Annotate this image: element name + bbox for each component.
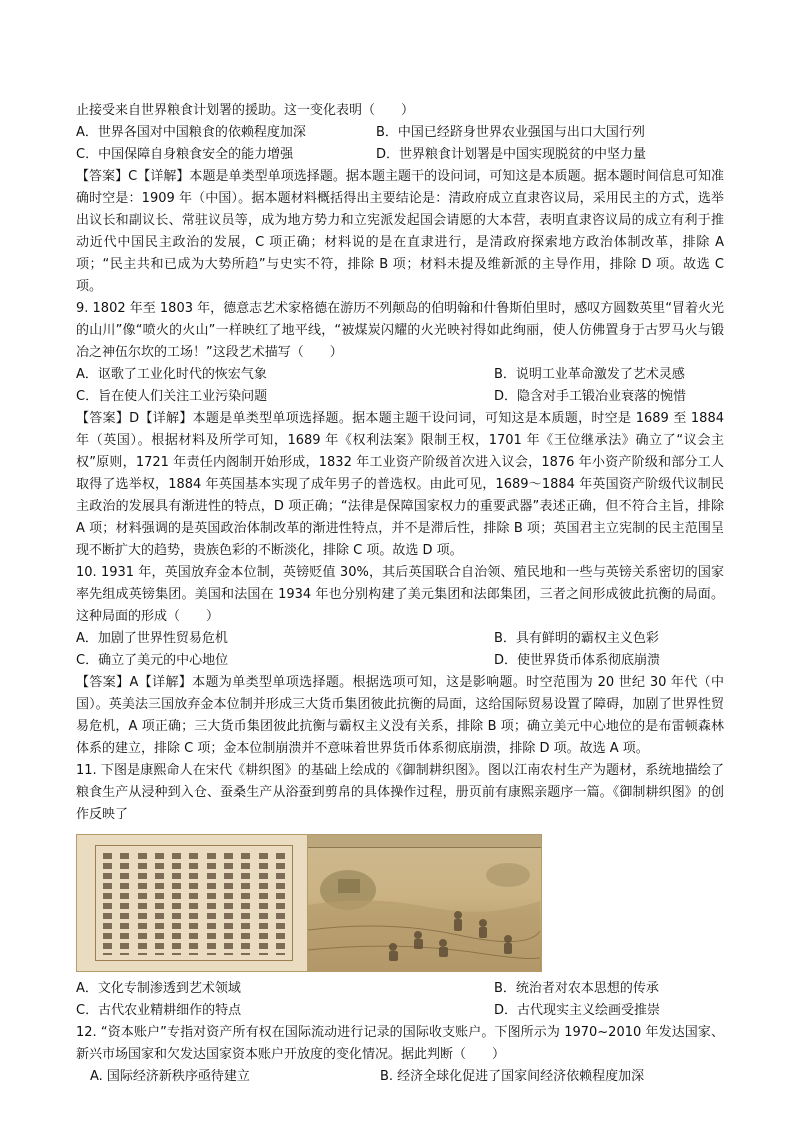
q10-option-b: B．具有鲜明的霸权主义色彩 — [494, 631, 659, 646]
q8-option-d: D．世界粮食计划署是中国实现脱贫的中坚力量 — [376, 147, 647, 162]
question-8-answer: 【答案】C【详解】本题是单类型单项选择题。据本题主题干的设问词，可知这是本质题。据本题时间信息可知准确时空是：1909 年（中国）。据本题材料概括得出主要结论是：清政府成立直隶咨议局，采用民主的方式，选举出议长和副议长、常驻议员等，成为地方势力和立宪派发起国会请愿的大本营，表明直隶咨议局的成立有利于推动近代中国民主政治的发展，C 项正确；材料说的是在直隶进行，是清政府探索地方政治体制改革，排除 A 项；“民主共和已成为大势所趋”与史实不符，排除 B 项；材料未提及维新派的主导作用，排除 D 项。故选 C 项。 — [76, 169, 724, 294]
q9-option-d: D．隐含对手工锻冶业衰落的惋惜 — [494, 389, 687, 404]
question-9-options-row2 — [76, 386, 724, 408]
question-11-stem: 11. 下图是康熙命人在宋代《耕织图》的基础上绘成的《御制耕织图》。图以江南农村生产为题材，系统地描绘了粮食生产从浸种到入仓、蚕桑生产从浴蚕到剪帛的具体操作过程，册页前有康熙亲题序一篇。《御制耕织图》的创作反映了 — [76, 763, 724, 822]
q11-option-c: C．古代农业精耕细作的特点 — [76, 1003, 242, 1018]
document-page — [76, 100, 724, 1088]
question-8-options-row2 — [76, 144, 724, 166]
q8-option-c: C．中国保障自身粮食安全的能力增强 — [76, 147, 294, 162]
q8-option-a: A．世界各国对中国粮食的依赖程度加深 — [76, 125, 306, 140]
q10-option-a: A．加剧了世界性贸易危机 — [76, 631, 228, 646]
farming-painting-panel — [308, 835, 541, 971]
q11-option-b: B．统治者对农本思想的传承 — [494, 981, 659, 996]
q10-option-d: D．使世界货币体系彻底崩溃 — [494, 653, 661, 668]
question-9-answer: 【答案】D【详解】本题是单类型单项选择题。据本题主题干设问词，可知这是本质题，时空是 1689 至 1884 年（英国）。根据材料及所学可知，1689 年《权利法案》限制王权，1701 年《王位继承法》确立了“议会主权”原则，1721 年责任内阁制开始形成，1832 年工业资产阶级首次进入议会，1876 年小资产阶级和部分工人取得了选举权，1884 年英国基本实现了成年男子的普选权。由此可见，1689～1884 年英国资产阶级代议制民主政治的发展具有渐进性的特点，D 项正确；“法律是保障国家权力的重要武器”表述正确，但不符合主旨，排除 A 项；材料强调的是英国政治体制改革的渐进性特点，并不是滞后性，排除 B 项；英国君主立宪制的民主范围呈现不断扩大的趋势，贵族色彩的不断淡化，排除 C 项。故选 D 项。 — [76, 411, 724, 558]
question-10-options-row1 — [76, 628, 724, 650]
question-12-options-row1 — [76, 1066, 724, 1088]
question-12-stem: 12. “资本账户”专指对资产所有权在国际流动进行记录的国际收支账户。下图所示为 1970~2010 年发达国家、新兴市场国家和欠发达国家资本账户开放度的变化情况。据此判断（ ） — [76, 1025, 724, 1062]
yuzhi-gengzhitu-image — [76, 834, 542, 972]
q9-option-a: A．讴歌了工业化时代的恢宏气象 — [76, 367, 267, 382]
question-10-options-row2 — [76, 650, 724, 672]
q11-option-a: A．文化专制渗透到艺术领域 — [76, 981, 241, 996]
calligraphy-panel — [77, 835, 308, 971]
question-8-options-row1 — [76, 122, 724, 144]
question-9-stem: 9. 1802 年至 1803 年，德意志艺术家格德在游历不列颠岛的伯明翰和什鲁斯伯里时，感叹方圆数英里“冒着火光的山川”像“喷火的火山”一样映红了地平线，“被煤炭闪耀的火光映衬得如此绚丽，使人仿佛置身于古罗马火与锻冶之神伍尔坎的工场！”这段艺术描写（ ） — [76, 301, 724, 360]
q9-option-b: B．说明工业革命激发了艺术灵感 — [494, 367, 685, 382]
question-10-stem: 10. 1931 年，英国放弃金本位制，英镑贬值 30%，其后英国联合自治领、殖民地和一些与英镑关系密切的国家率先组成英镑集团。美国和法国在 1934 年也分别构建了美元集团和法郎集团，三者之间形成彼此抗衡的局面。这种局面的形成（ ） — [76, 565, 724, 624]
question-9-options-row1 — [76, 364, 724, 386]
question-11-options-row1 — [76, 978, 724, 1000]
q10-option-c: C．确立了美元的中心地位 — [76, 653, 229, 668]
q12-option-b: B. 经济全球化促进了国家间经济依赖程度加深 — [380, 1069, 645, 1084]
q8-option-b: B．中国已经跻身世界农业强国与出口大国行列 — [376, 125, 645, 140]
question-11-options-row2 — [76, 1000, 724, 1022]
question-8-stem-tail: 止接受来自世界粮食计划署的援助。这一变化表明（ ） — [76, 103, 415, 118]
q11-option-d: D．古代现实主义绘画受推崇 — [494, 1003, 661, 1018]
q9-option-c: C．旨在使人们关注工业污染问题 — [76, 389, 268, 404]
q12-option-a: A. 国际经济新秩序亟待建立 — [90, 1069, 250, 1084]
question-10-answer: 【答案】A【详解】本题为单类型单项选择题。根据选项可知，这是影响题。时空范围为 20 世纪 30 年代（中国）。英美法三国放弃金本位制并形成三大货币集团彼此抗衡的局面，这给国际贸易设置了障碍，加剧了世界性贸易危机，A 项正确；三大货币集团彼此抗衡与霸权主义没有关系，排除 B 项；确立美元中心地位的是布雷顿森林体系的建立，排除 C 项；金本位制崩溃并不意味着世界货币体系彻底崩溃，排除 D 项。故选 A 项。 — [76, 675, 724, 756]
